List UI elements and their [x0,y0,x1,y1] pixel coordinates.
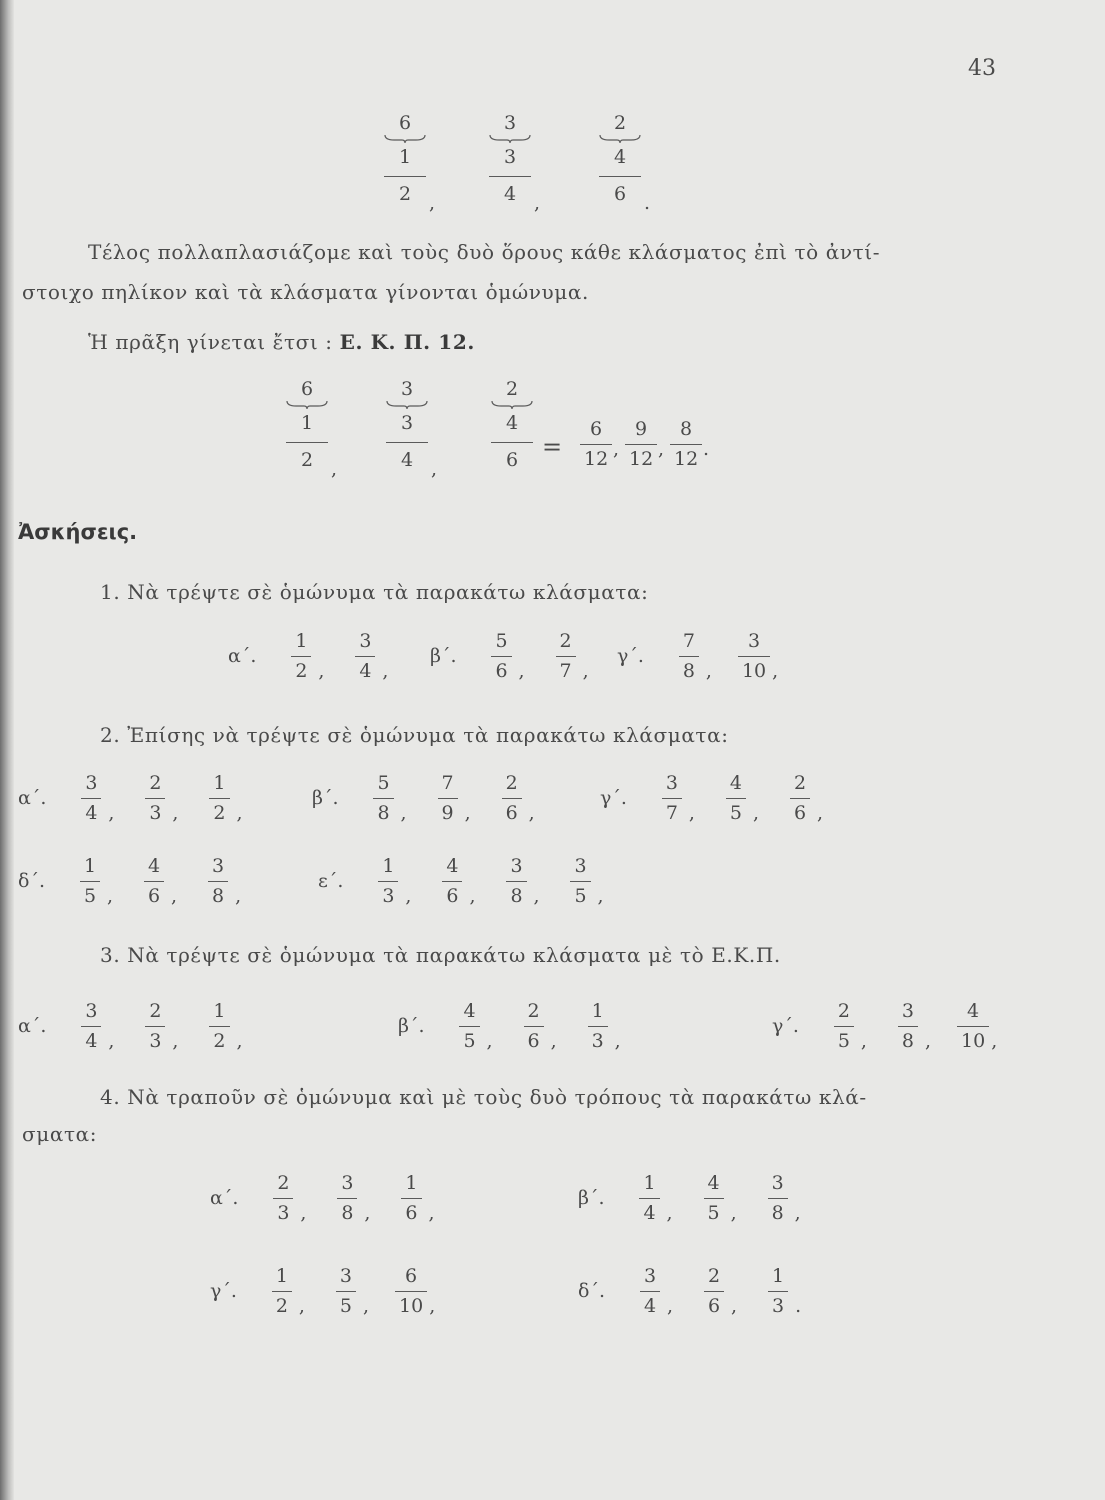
braced-fraction [598,112,642,205]
fraction [957,999,989,1052]
underbrace [599,134,641,144]
fraction [635,1264,665,1317]
fraction-denominator: 7 [662,798,682,823]
fraction-bar [384,176,426,177]
equals-sign: = [542,433,563,461]
group-label: α΄. [210,1187,239,1209]
fraction-numerator: 1 [591,999,604,1022]
punctuation: . [703,438,710,460]
fraction-numerator: 6 [405,1264,418,1287]
exercise-3-text: 3. Νὰ τρέψτε σὲ ὁμώνυμα τὰ παρακάτω κλάσματα μὲ τὸ Ε.Κ.Π. [100,943,781,967]
punctuation: , [464,802,471,824]
group-label: α΄. [18,787,47,809]
fraction-denominator: 12 [670,444,702,469]
fraction-numerator: 4 [147,854,161,877]
fraction-numerator: 2 [505,771,518,794]
fraction-numerator: 6 [590,418,603,440]
group-label: δ΄. [578,1280,605,1302]
group-label: ε΄. [318,870,344,892]
punctuation: , [597,885,604,907]
fraction-numerator: 3 [574,854,587,877]
punctuation: , [405,885,412,907]
group-label: γ΄. [600,787,627,809]
fraction-numerator: 1 [398,146,412,168]
fraction-denominator: 6 [401,1198,421,1223]
fraction-numerator: 3 [85,771,98,794]
fraction-numerator: 5 [495,629,508,652]
fraction [738,629,770,682]
fraction [433,771,463,824]
exercise-2-group [600,772,823,824]
fraction-denominator: 6 [505,449,519,471]
fraction [369,771,399,824]
fraction-denominator: 5 [80,881,100,906]
exercise-2-text: 2. Ἐπίσης νὰ τρέψτε σὲ ὁμώνυμα τὰ παρακάτω κλάσματα: [100,723,729,747]
exercise-1-group [617,630,778,682]
fraction [331,1264,361,1317]
fraction-denominator: 5 [570,881,590,906]
fraction-numerator: 4 [729,771,742,794]
punctuation: , [752,802,759,824]
fraction-numerator: 1 [295,629,308,652]
underbrace [386,400,428,410]
fraction [396,1171,426,1224]
fraction-denominator: 5 [336,1291,356,1316]
punctuation: , [236,802,243,824]
punctuation: , [382,660,389,682]
fraction-denominator: 6 [790,798,810,823]
fraction-denominator: 7 [556,656,576,681]
fraction-numerator: 1 [213,771,226,794]
punctuation: , [172,1030,179,1052]
punctuation: , [300,1202,307,1224]
underbrace [384,134,426,144]
fraction-denominator: 2 [209,798,229,823]
fraction-denominator: 12 [625,444,657,469]
group-label: α΄. [228,645,257,667]
fraction [583,999,613,1052]
fraction [140,999,170,1052]
fraction-numerator: 4 [967,999,980,1022]
punctuation: , [364,1202,371,1224]
punctuation: , [705,660,712,682]
fraction-factor: 2 [613,112,627,134]
fraction-denominator: 8 [373,798,393,823]
punctuation: , [772,660,779,682]
fraction [566,854,596,907]
braced-fraction [285,378,329,471]
punctuation: , [171,885,178,907]
fraction-numerator: 1 [275,1264,288,1287]
fraction [501,854,531,907]
fraction-denominator: 2 [291,656,311,681]
fraction-factor: 3 [400,378,414,400]
punctuation: , [429,192,436,214]
exercise-2-group [18,855,241,907]
fraction-denominator: 4 [355,656,375,681]
fraction-denominator: 8 [337,1198,357,1223]
fraction-denominator: 10 [738,656,770,681]
fraction-numerator: 3 [212,854,225,877]
fraction-denominator: 8 [679,656,699,681]
fraction-denominator: 8 [506,881,526,906]
braced-fraction [488,112,532,205]
underbrace [489,134,531,144]
fraction-numerator: 4 [446,854,459,877]
exercise-4-text-line-2: σματα: [22,1122,98,1146]
book-spine-shadow [0,0,14,1500]
fraction-numerator: 7 [682,629,695,652]
group-label: β΄. [398,1015,425,1037]
punctuation: , [666,1295,674,1317]
fraction-numerator: 2 [837,999,850,1022]
fraction [76,999,106,1052]
fraction [373,854,403,907]
fraction-denominator: 3 [378,881,398,906]
fraction [893,999,923,1052]
fraction [332,1171,362,1224]
fraction [76,771,106,824]
fraction-denominator: 8 [768,1198,788,1223]
fraction-denominator: 10 [957,1026,989,1051]
fraction-numerator: 8 [680,418,693,440]
fraction [437,854,467,907]
fraction-denominator: 6 [613,183,627,205]
fraction-bar [286,442,328,443]
fraction-denominator: 10 [395,1291,427,1316]
punctuation: , [429,1295,436,1317]
fraction-denominator: 3 [588,1026,608,1051]
fraction-denominator: 12 [580,444,612,469]
punctuation: , [400,802,407,824]
punctuation: , [817,802,824,824]
exercise-2-group [18,772,243,824]
fraction [140,771,170,824]
braced-fraction [383,112,427,205]
fraction [674,629,704,682]
fraction-denominator: 5 [459,1026,479,1051]
group-label: γ΄. [617,645,644,667]
exercise-3-group [772,1000,997,1052]
fraction [635,1171,665,1224]
fraction-denominator: 5 [834,1026,854,1051]
fraction-denominator: 6 [704,1291,724,1316]
fraction-bar [489,176,531,177]
underbrace [491,400,533,410]
exercise-4-group [210,1265,435,1317]
fraction-numerator: 4 [613,146,627,168]
group-label: δ΄. [18,870,45,892]
punctuation: , [318,660,325,682]
result-fraction [580,420,612,469]
fraction-denominator: 3 [273,1198,293,1223]
punctuation: . [644,192,651,214]
punctuation: , [469,885,476,907]
punctuation: , [991,1030,998,1052]
fraction-denominator: 3 [145,798,165,823]
fraction-numerator: 3 [771,1171,784,1194]
fraction-numerator: 2 [149,771,162,794]
fraction [350,629,380,682]
punctuation: , [533,885,540,907]
underbrace [286,400,328,410]
exercise-1-group [228,630,388,682]
punctuation: , [236,1030,243,1052]
fraction-denominator: 4 [400,449,414,471]
fraction-denominator: 6 [491,656,511,681]
punctuation: , [582,660,589,682]
fraction-numerator: 3 [643,1264,657,1287]
braced-fraction [385,378,429,471]
result-fraction [625,420,657,469]
fraction-numerator: 2 [707,1264,721,1287]
punctuation: , [731,1295,738,1317]
punctuation: , [108,1030,115,1052]
group-label: α΄. [18,1015,47,1037]
fraction [699,1264,729,1317]
fraction-bar [599,176,641,177]
punctuation: , [794,1202,801,1224]
fraction-numerator: 3 [341,1171,354,1194]
fraction-numerator: 2 [793,771,807,794]
punctuation: , [658,438,665,460]
punctuation: , [106,885,114,907]
fraction-denominator: 9 [438,798,458,823]
punctuation: , [108,802,115,824]
fraction-numerator: 9 [635,418,648,440]
fraction-denominator: 2 [272,1291,292,1316]
fraction-numerator: 3 [665,771,678,794]
fraction-denominator: 2 [300,449,314,471]
punctuation: , [666,1202,673,1224]
fraction [395,1264,427,1317]
page-number: 43 [968,56,996,81]
braced-fraction [490,378,534,471]
exercise-4-group [578,1172,801,1224]
fraction [204,771,234,824]
fraction [487,629,517,682]
fraction-denominator: 5 [704,1198,724,1223]
exercise-3-group [398,1000,621,1052]
punctuation: , [431,458,438,480]
fraction [699,1171,729,1224]
fraction-factor: 6 [398,112,412,134]
lcm-label: Ε. Κ. Π. 12. [339,330,475,354]
fraction [763,1171,793,1224]
punctuation: , [860,1030,867,1052]
paragraph-line-1: Τέλος πολλαπλασιάζομε καὶ τοὺς δυὸ ὅρους κάθε κλάσματος ἐπὶ τὸ ἀντί- [88,240,881,264]
fraction-numerator: 1 [300,412,314,434]
fraction-numerator: 3 [359,629,372,652]
fraction-denominator: 4 [81,1026,101,1051]
fraction-numerator: 3 [901,999,914,1022]
fraction-numerator: 1 [382,854,395,877]
exercise-2-group [318,855,604,907]
fraction-denominator: 6 [502,798,522,823]
exercise-1-text: 1. Νὰ τρέψτε σὲ ὁμώνυμα τὰ παρακάτω κλάσματα: [100,580,649,604]
fraction-numerator: 4 [707,1171,720,1194]
paragraph-line-2: στοιχο πηλίκον καὶ τὰ κλάσματα γίνονται ὁμώνυμα. [22,280,589,304]
fraction-denominator: 3 [768,1291,788,1316]
fraction-numerator: 2 [149,999,162,1022]
fraction-numerator: 3 [339,1264,352,1287]
fraction-denominator: 4 [81,798,101,823]
punctuation: , [331,458,338,480]
fraction-denominator: 4 [503,183,517,205]
fraction [204,999,234,1052]
punctuation: , [550,1030,557,1052]
group-label: β΄. [578,1187,605,1209]
fraction-numerator: 5 [377,771,390,794]
exercise-4-text-line-1: 4. Νὰ τραποῦν σὲ ὁμώνυμα καὶ μὲ τοὺς δυὸ τρόπους τὰ παρακάτω κλά- [100,1085,867,1109]
fraction [455,999,485,1052]
group-label: γ΄. [210,1280,237,1302]
fraction-numerator: 3 [510,854,523,877]
fraction [497,771,527,824]
punctuation: , [613,438,620,460]
fraction-numerator: 7 [441,771,454,794]
fraction-numerator: 1 [772,1264,785,1287]
fraction-numerator: 2 [559,629,572,652]
exercise-4-group [578,1265,801,1317]
fraction [829,999,859,1052]
fraction [721,771,751,824]
result-fraction [670,420,702,469]
fraction-numerator: 1 [643,1171,656,1194]
fraction-denominator: 6 [524,1026,544,1051]
group-label: β΄. [312,787,339,809]
fraction-numerator: 1 [83,854,97,877]
fraction [139,854,169,907]
fraction-numerator: 3 [748,629,761,652]
fraction-denominator: 5 [726,798,746,823]
punctuation: , [528,802,535,824]
fraction-numerator: 2 [277,1171,290,1194]
exercise-1-group [430,630,589,682]
punctuation: , [235,885,242,907]
fraction [763,1264,793,1317]
fraction [267,1264,297,1317]
exercise-3-group [18,1000,243,1052]
punctuation: , [924,1030,931,1052]
punctuation: , [486,1030,493,1052]
fraction [268,1171,298,1224]
fraction-denominator: 8 [898,1026,918,1051]
fraction-factor: 2 [505,378,519,400]
fraction [551,629,581,682]
punctuation: , [362,1295,369,1317]
punctuation: , [518,660,525,682]
fraction-denominator: 4 [640,1291,660,1316]
fraction-denominator: 2 [398,183,412,205]
fraction-numerator: 4 [463,999,476,1022]
fraction-numerator: 3 [503,146,517,168]
fraction-bar [386,442,428,443]
punctuation: , [614,1030,621,1052]
fraction-bar [491,442,533,443]
fraction [657,771,687,824]
exercises-heading: Ἀσκήσεις. [18,520,138,544]
operation-text: Ἡ πρᾶξη γίνεται ἔτσι : [88,330,333,354]
operation-line [88,330,475,354]
fraction-numerator: 2 [527,999,540,1022]
fraction-numerator: 3 [85,999,98,1022]
punctuation: . [795,1295,802,1317]
fraction-numerator: 1 [213,999,226,1022]
group-label: β΄. [430,645,457,667]
punctuation: , [730,1202,737,1224]
punctuation: , [298,1295,305,1317]
fraction-denominator: 4 [639,1198,659,1223]
fraction-denominator: 6 [144,881,164,906]
punctuation: , [428,1202,435,1224]
fraction-denominator: 2 [209,1026,229,1051]
fraction-numerator: 1 [405,1171,418,1194]
fraction-numerator: 4 [505,412,519,434]
group-label: γ΄. [772,1015,799,1037]
exercise-4-group [210,1172,435,1224]
fraction-denominator: 3 [145,1026,165,1051]
fraction-factor: 6 [300,378,314,400]
punctuation: , [172,802,179,824]
fraction [519,999,549,1052]
fraction-numerator: 3 [400,412,414,434]
fraction-denominator: 6 [442,881,462,906]
fraction-denominator: 8 [208,881,228,906]
fraction [286,629,316,682]
fraction [203,854,233,907]
punctuation: , [688,802,695,824]
fraction-factor: 3 [503,112,517,134]
fraction [785,771,815,824]
exercise-2-group [312,772,535,824]
fraction [75,854,105,907]
punctuation: , [534,192,541,214]
